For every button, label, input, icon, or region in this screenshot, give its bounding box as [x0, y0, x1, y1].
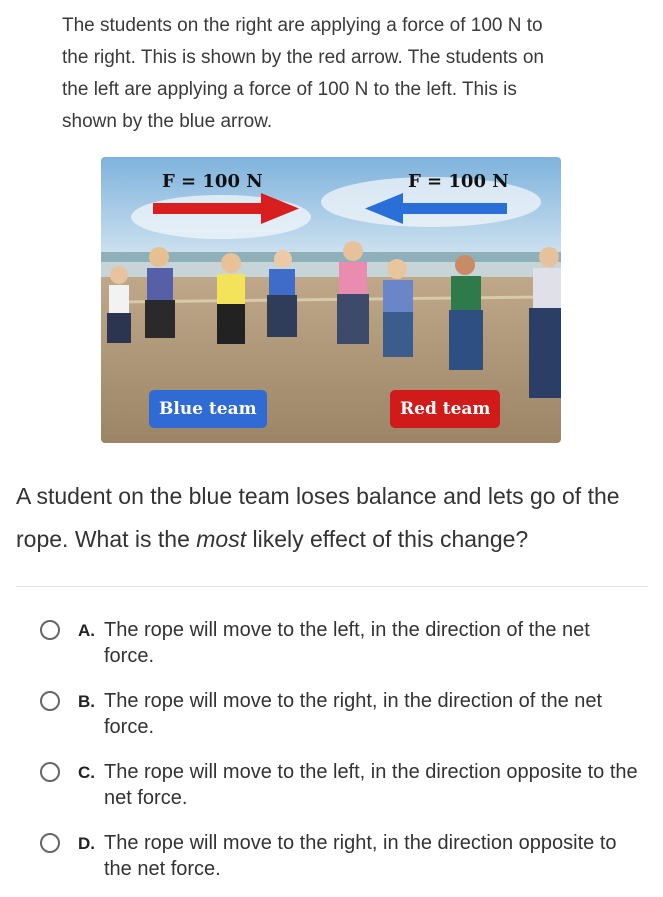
answer-option-d[interactable]: [40, 830, 650, 882]
left-force-label: F = 100 N: [162, 171, 263, 192]
red-team-badge: Red team: [390, 390, 500, 428]
radio-button-c[interactable]: [40, 762, 60, 782]
divider: [16, 586, 648, 587]
radio-button-b[interactable]: [40, 691, 60, 711]
radio-button-d[interactable]: [40, 833, 60, 853]
option-letter: B.: [78, 692, 95, 711]
question-part1: A student on the blue team loses balance and lets go of the rope. What is the: [16, 483, 620, 552]
option-text: The rope will move to the left, in the direction opposite to the net force.: [104, 761, 638, 809]
answer-option-b[interactable]: [40, 688, 650, 740]
answer-option-a[interactable]: [40, 617, 650, 669]
option-text: The rope will move to the right, in the direction opposite to the net force.: [104, 832, 617, 880]
question-emphasis: most: [196, 526, 247, 552]
option-text: The rope will move to the left, in the direction of the net force.: [104, 619, 590, 667]
question-text: [16, 475, 656, 561]
intro-line: shown by the blue arrow.: [62, 111, 273, 132]
intro-line: The students on the right are applying a force of 100 N to: [62, 15, 543, 36]
intro-line: the left are applying a force of 100 N to the left. This is: [62, 79, 517, 100]
intro-paragraph: [62, 10, 622, 138]
option-letter: C.: [78, 763, 95, 782]
blue-team-badge: Blue team: [149, 390, 267, 428]
tug-of-war-figure: [101, 157, 561, 443]
question-part2: likely effect of this change?: [246, 526, 529, 552]
answer-option-c[interactable]: [40, 759, 650, 811]
option-letter: D.: [78, 834, 95, 853]
radio-button-a[interactable]: [40, 620, 60, 640]
right-force-label: F = 100 N: [408, 171, 509, 192]
option-letter: A.: [78, 621, 95, 640]
option-text: The rope will move to the right, in the direction of the net force.: [104, 690, 603, 738]
intro-line: the right. This is shown by the red arrow. The students on: [62, 47, 544, 68]
